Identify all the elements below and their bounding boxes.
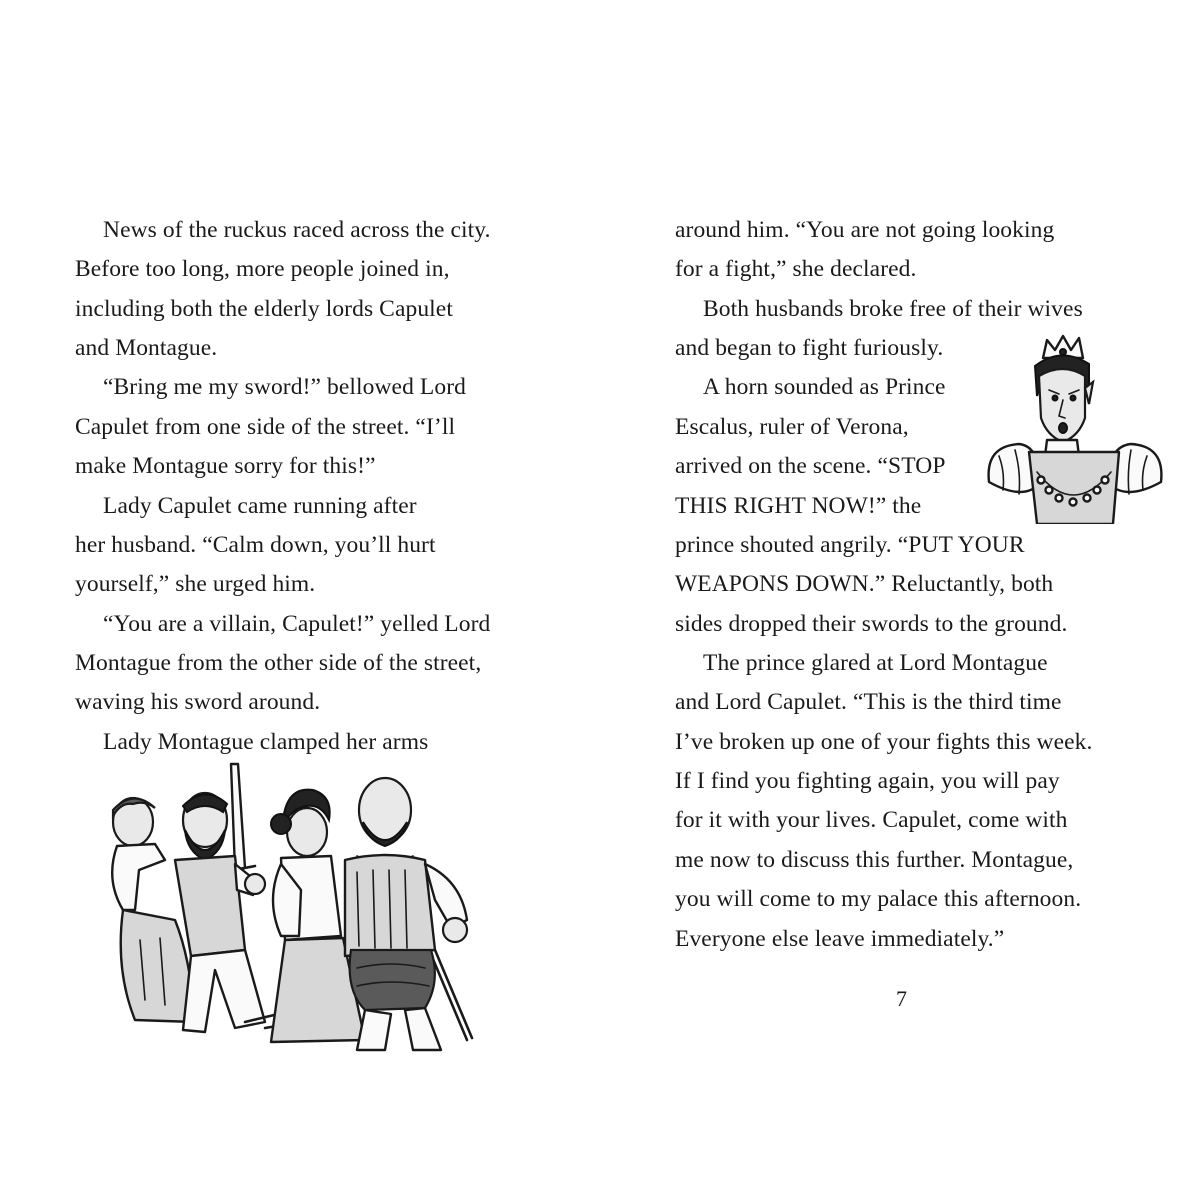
text-line: Capulet from one side of the street. “I’ll — [75, 414, 456, 440]
text-line: you will come to my palace this afternoon. — [675, 886, 1082, 912]
text-line: me now to discuss this further. Montague, — [675, 847, 1074, 873]
page-number: 7 — [896, 986, 907, 1011]
text-line: including both the elderly lords Capulet — [75, 296, 453, 322]
text-line: Lady Montague clamped her arms — [103, 729, 429, 755]
text-line: make Montague sorry for this!” — [75, 453, 376, 479]
text-line: Before too long, more people joined in, — [75, 256, 450, 282]
right-page — [600, 0, 1200, 1200]
text-line: Montague from the other side of the street, — [75, 650, 482, 676]
text-line: THIS RIGHT NOW!” the — [675, 493, 922, 519]
text-line: and Lord Capulet. “This is the third time — [675, 689, 1062, 715]
text-line: prince shouted angrily. “PUT YOUR — [675, 532, 1025, 558]
text-line: and began to fight furiously. — [675, 335, 944, 361]
text-line: The prince glared at Lord Montague — [703, 650, 1048, 676]
prince-illustration — [985, 332, 1165, 524]
text-line: Lady Capulet came running after — [103, 493, 417, 519]
text-line: A horn sounded as Prince — [703, 374, 946, 400]
text-line: yourself,” she urged him. — [75, 571, 316, 597]
text-line: for it with your lives. Capulet, come with — [675, 807, 1068, 833]
text-line: sides dropped their swords to the ground. — [675, 611, 1068, 637]
text-line: I’ve broken up one of your fights this week. — [675, 729, 1093, 755]
text-line: Everyone else leave immediately.” — [675, 926, 1005, 952]
text-line: around him. “You are not going looking — [675, 217, 1055, 243]
text-line: and Montague. — [75, 335, 218, 361]
text-line: If I find you fighting again, you will pay — [675, 768, 1060, 794]
text-line: for a fight,” she declared. — [675, 256, 917, 282]
text-line: Both husbands broke free of their wives — [703, 296, 1083, 322]
fight-illustration — [95, 760, 495, 1060]
text-line: waving his sword around. — [75, 689, 321, 715]
text-line: her husband. “Calm down, you’ll hurt — [75, 532, 436, 558]
text-line: “Bring me my sword!” bellowed Lord — [103, 374, 466, 400]
text-line: “You are a villain, Capulet!” yelled Lord — [103, 611, 491, 637]
text-line: News of the ruckus raced across the city. — [103, 217, 491, 243]
text-line: arrived on the scene. “STOP — [675, 453, 946, 479]
text-line: WEAPONS DOWN.” Reluctantly, both — [675, 571, 1054, 597]
text-line: Escalus, ruler of Verona, — [675, 414, 909, 440]
